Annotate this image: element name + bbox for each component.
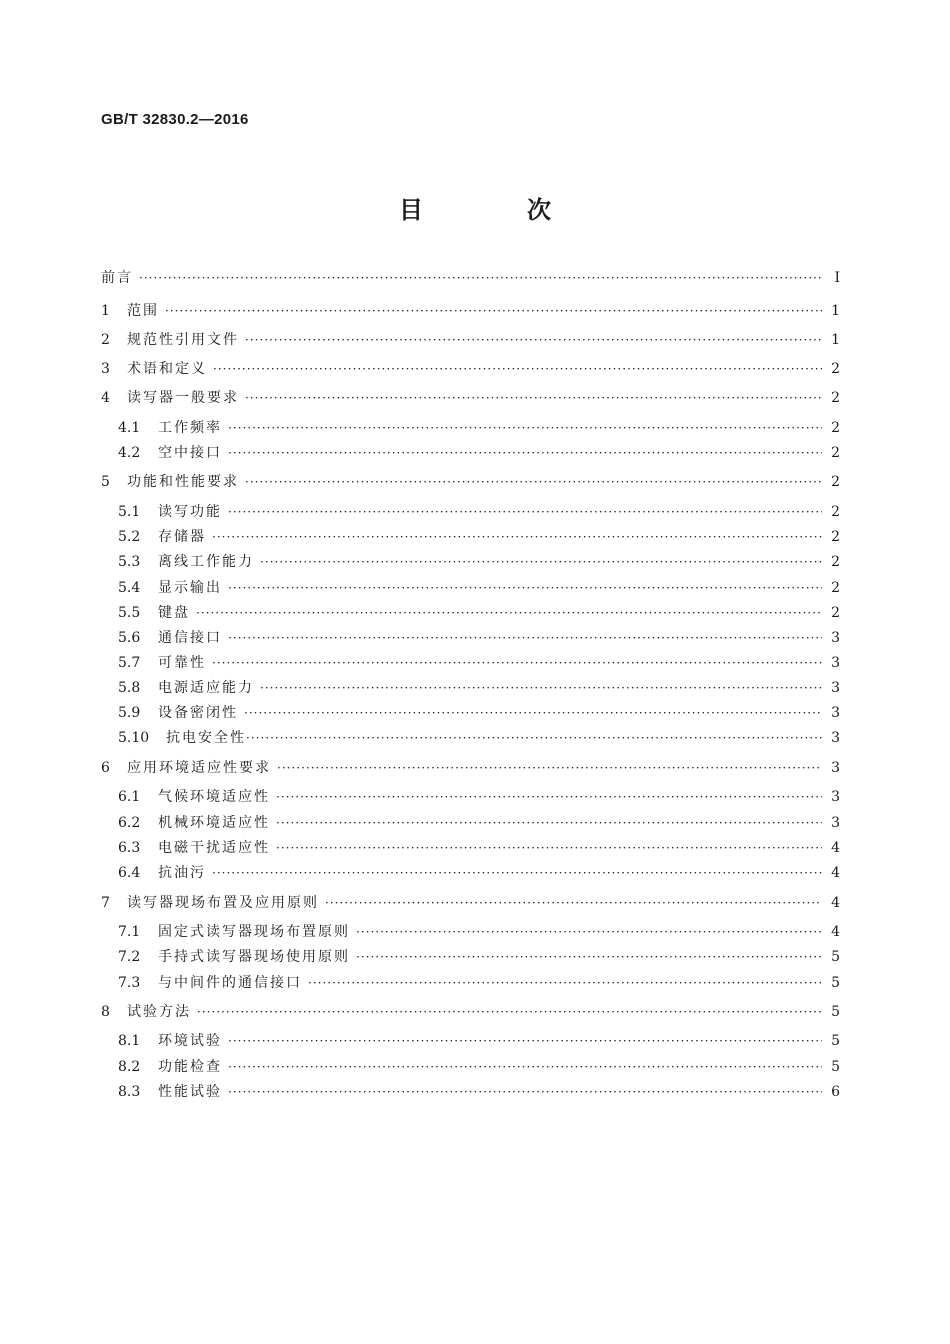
toc-entry-label: 设备密闭性 <box>158 705 238 721</box>
toc-leader-dots <box>228 502 822 522</box>
toc-leader-dots <box>139 268 822 288</box>
toc-entry-label: 前言 <box>101 270 133 286</box>
toc-entry-label: 功能和性能要求 <box>127 474 239 490</box>
toc-entry-page: 3 <box>831 705 840 721</box>
toc-entry-page: 3 <box>831 730 840 746</box>
toc-entry-page: 4 <box>831 865 840 881</box>
toc-entry-label: 可靠性 <box>158 655 206 671</box>
toc-entry-number: 4.1 <box>118 420 141 436</box>
toc-entry-page: 2 <box>831 420 840 436</box>
page-title: 目 次 <box>399 196 591 224</box>
toc-subentry[interactable] <box>118 678 840 698</box>
toc-entry-page: 3 <box>831 815 840 831</box>
standard-code: GB/T 32830.2—2016 <box>101 111 249 128</box>
toc-entry-number: 6.4 <box>118 865 141 881</box>
toc-entry-label: 功能检查 <box>158 1059 222 1075</box>
toc-entry-number: 5 <box>101 474 110 490</box>
toc-entry-number: 4 <box>101 390 110 406</box>
toc-subentry[interactable] <box>118 787 840 807</box>
toc-entry-number: 8.3 <box>118 1084 141 1100</box>
toc-leader-dots <box>228 443 822 463</box>
toc-entry-label: 范围 <box>127 303 159 319</box>
toc-leader-dots <box>356 922 822 942</box>
toc-entry-number: 7.3 <box>118 975 141 991</box>
toc-subentry[interactable] <box>118 922 840 942</box>
toc-entry-number: 5.5 <box>118 605 141 621</box>
toc-entry-page: 5 <box>831 1059 840 1075</box>
toc-leader-dots <box>276 787 822 807</box>
toc-entry[interactable] <box>101 330 840 350</box>
toc-subentry[interactable] <box>118 603 840 623</box>
toc-entry-label: 环境试验 <box>158 1033 222 1049</box>
toc-entry-number: 5.6 <box>118 630 141 646</box>
toc-entry[interactable] <box>101 388 840 408</box>
toc-leader-dots <box>277 758 822 778</box>
toc-entry-page: 6 <box>831 1084 840 1100</box>
toc-entry-page: 2 <box>831 474 840 490</box>
toc-entry-number: 7.2 <box>118 949 141 965</box>
toc-entry-label: 电磁干扰适应性 <box>158 840 270 856</box>
toc-entry[interactable] <box>101 1002 840 1022</box>
toc-entry-label: 键盘 <box>158 605 190 621</box>
toc-entry-label: 读写功能 <box>158 504 222 520</box>
toc-entry-label: 离线工作能力 <box>158 554 254 570</box>
toc-entry-number: 8.2 <box>118 1059 141 1075</box>
toc-entry[interactable] <box>101 359 840 379</box>
toc-entry-page: Ⅰ <box>834 270 840 286</box>
toc-leader-dots <box>276 813 822 833</box>
toc-leader-dots <box>276 838 822 858</box>
toc-leader-dots <box>228 1057 822 1077</box>
toc-leader-dots <box>212 527 822 547</box>
toc-leader-dots <box>325 893 822 913</box>
toc-entry-label: 气候环境适应性 <box>158 789 270 805</box>
toc-entry-page: 1 <box>831 332 840 348</box>
toc-entry-page: 5 <box>831 1004 840 1020</box>
toc-subentry[interactable] <box>118 838 840 858</box>
toc-entry[interactable] <box>101 301 840 321</box>
toc-entry-page: 2 <box>831 361 840 377</box>
toc-subentry[interactable] <box>118 502 840 522</box>
toc-subentry[interactable] <box>118 947 840 967</box>
toc-entry-number: 5.1 <box>118 504 141 520</box>
toc-entry-number: 4.2 <box>118 445 141 461</box>
toc-entry-number: 6.3 <box>118 840 141 856</box>
toc-entry[interactable] <box>101 472 840 492</box>
toc-leader-dots <box>245 388 822 408</box>
toc-leader-dots <box>356 947 822 967</box>
toc-entry-page: 3 <box>831 789 840 805</box>
toc-entry-page: 5 <box>831 949 840 965</box>
toc-entry-label: 术语和定义 <box>127 361 207 377</box>
toc-entry[interactable] <box>101 758 840 778</box>
toc-leader-dots <box>228 1082 822 1102</box>
toc-entry-page: 2 <box>831 580 840 596</box>
toc-entry-label: 读写器现场布置及应用原则 <box>127 895 319 911</box>
toc-subentry[interactable] <box>118 1057 840 1077</box>
toc-leader-dots <box>196 603 822 623</box>
toc-entry-number: 7 <box>101 895 110 911</box>
toc-leader-dots <box>213 359 822 379</box>
toc-leader-dots <box>228 1031 822 1051</box>
toc-entry-label: 应用环境适应性要求 <box>127 760 271 776</box>
toc-entry-page: 2 <box>831 529 840 545</box>
toc-entry-number: 5.7 <box>118 655 141 671</box>
toc-entry-page: 2 <box>831 445 840 461</box>
toc-leader-dots <box>197 1002 822 1022</box>
toc-entry-label: 抗电安全性 <box>166 730 246 746</box>
toc-entry-page: 2 <box>831 605 840 621</box>
toc-subentry[interactable] <box>118 443 840 463</box>
toc-leader-dots <box>228 578 822 598</box>
toc-entry-number: 5.3 <box>118 554 141 570</box>
toc-leader-dots <box>260 678 822 698</box>
toc-entry-label: 规范性引用文件 <box>127 332 239 348</box>
toc-entry-page: 2 <box>831 390 840 406</box>
toc-entry-page: 5 <box>831 975 840 991</box>
toc-entry-label: 通信接口 <box>158 630 222 646</box>
toc-subentry[interactable] <box>118 578 840 598</box>
toc-entry-label: 工作频率 <box>158 420 222 436</box>
toc-leader-dots <box>260 552 822 572</box>
toc-entry-number: 5.8 <box>118 680 141 696</box>
toc-subentry[interactable] <box>118 1082 840 1102</box>
toc-leader-dots <box>212 863 822 883</box>
toc-entry-label: 电源适应能力 <box>158 680 254 696</box>
toc-entry-page: 4 <box>831 924 840 940</box>
toc-entry-page: 5 <box>831 1033 840 1049</box>
toc-subentry[interactable] <box>118 653 840 673</box>
toc-entry-label: 试验方法 <box>127 1004 191 1020</box>
toc-entry-preface[interactable] <box>101 268 840 288</box>
toc-entry-page: 3 <box>831 655 840 671</box>
toc-entry-number: 5.9 <box>118 705 141 721</box>
toc-subentry[interactable] <box>118 863 840 883</box>
toc-subentry[interactable] <box>118 813 840 833</box>
toc-subentry[interactable] <box>118 628 840 648</box>
toc-entry-page: 2 <box>831 554 840 570</box>
toc-leader-dots <box>244 703 822 723</box>
toc-entry-label: 与中间件的通信接口 <box>158 975 302 991</box>
toc-entry-page: 3 <box>831 760 840 776</box>
toc-entry-label: 显示输出 <box>158 580 222 596</box>
toc-entry[interactable] <box>101 893 840 913</box>
toc-subentry[interactable] <box>118 973 840 993</box>
toc-leader-dots <box>245 330 822 350</box>
toc-leader-dots <box>228 418 822 438</box>
toc-leader-dots <box>308 973 822 993</box>
toc-entry-number: 6 <box>101 760 110 776</box>
toc-entry-label: 空中接口 <box>158 445 222 461</box>
toc-entry-label: 机械环境适应性 <box>158 815 270 831</box>
toc-entry-number: 2 <box>101 332 110 348</box>
toc-entry-page: 1 <box>831 303 840 319</box>
toc-entry-page: 4 <box>831 895 840 911</box>
toc-leader-dots <box>245 472 822 492</box>
toc-entry-number: 8.1 <box>118 1033 141 1049</box>
toc-entry-number: 1 <box>101 303 110 319</box>
toc-subentry[interactable] <box>118 728 840 748</box>
toc-entry-number: 3 <box>101 361 110 377</box>
toc-entry-page: 2 <box>831 504 840 520</box>
toc-subentry[interactable] <box>118 1031 840 1051</box>
toc-entry-page: 3 <box>831 630 840 646</box>
toc-entry-label: 固定式读写器现场布置原则 <box>158 924 350 940</box>
toc-entry-number: 6.2 <box>118 815 141 831</box>
toc-entry-label: 性能试验 <box>158 1084 222 1100</box>
toc-subentry[interactable] <box>118 418 840 438</box>
toc-leader-dots <box>212 653 822 673</box>
toc-subentry[interactable] <box>118 552 840 572</box>
toc-entry-number: 5.4 <box>118 580 141 596</box>
toc-entry-page: 3 <box>831 680 840 696</box>
toc-entry-page: 4 <box>831 840 840 856</box>
toc-entry-label: 抗油污 <box>158 865 206 881</box>
toc-entry-label: 存储器 <box>158 529 206 545</box>
toc-entry-number: 5.2 <box>118 529 141 545</box>
toc-leader-dots <box>246 728 822 748</box>
toc-leader-dots <box>228 628 822 648</box>
toc-leader-dots <box>165 301 822 321</box>
toc-subentry[interactable] <box>118 527 840 547</box>
toc-subentry[interactable] <box>118 703 840 723</box>
toc-entry-label: 手持式读写器现场使用原则 <box>158 949 350 965</box>
toc-entry-number: 7.1 <box>118 924 141 940</box>
toc-entry-number: 8 <box>101 1004 110 1020</box>
toc-entry-label: 读写器一般要求 <box>127 390 239 406</box>
toc-entry-number: 5.10 <box>118 730 150 746</box>
toc-entry-number: 6.1 <box>118 789 141 805</box>
